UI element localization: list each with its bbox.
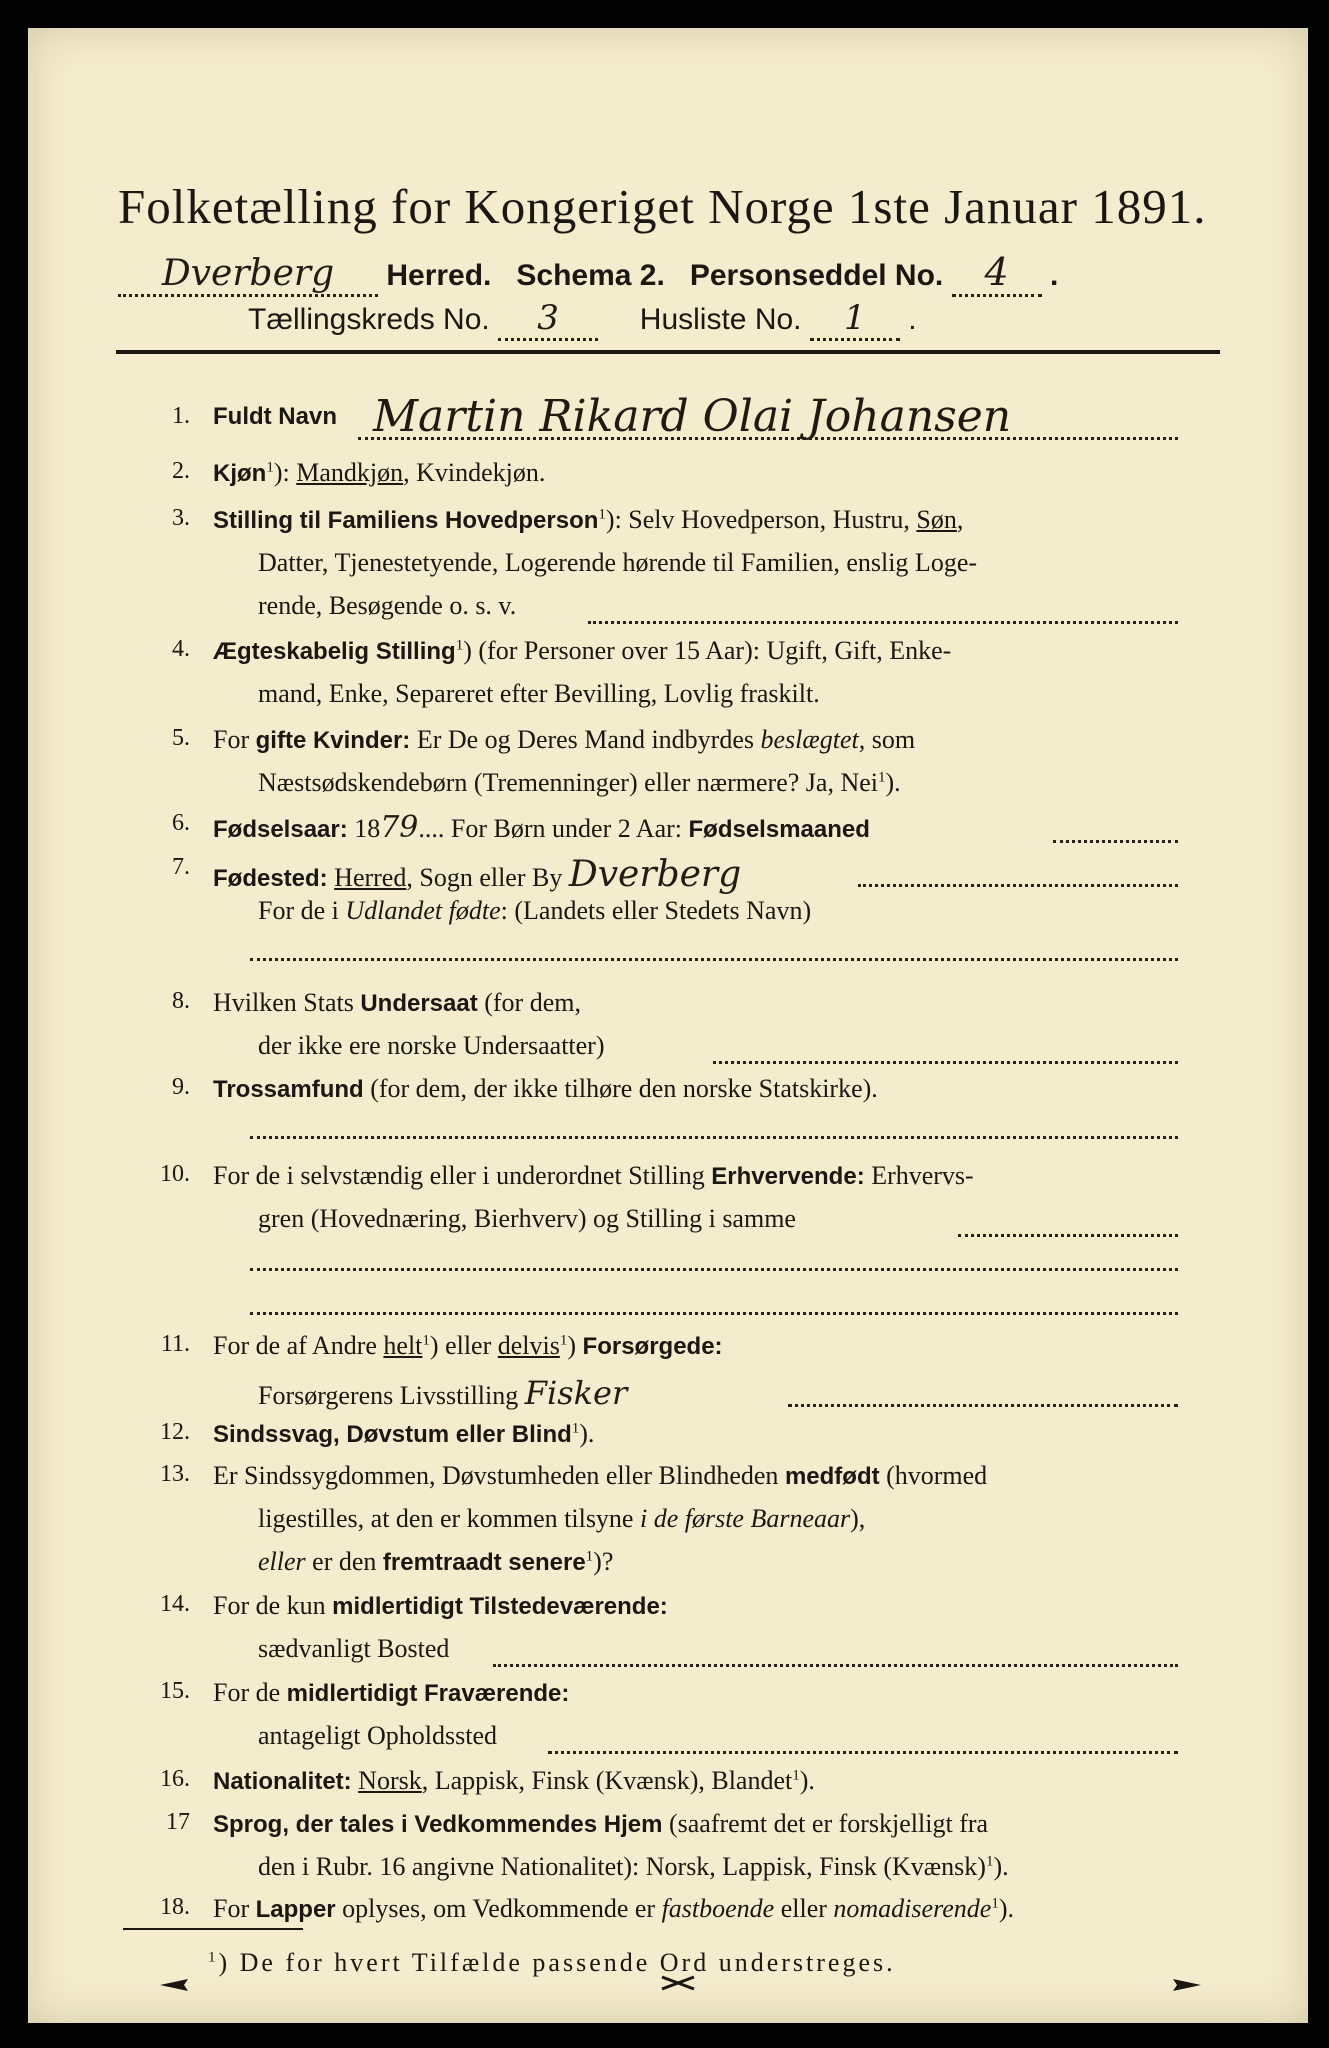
item-10: 10. For de i selvstændig eller i underordnet Stilling Erhvervende: Erhvervs-: [160, 1161, 974, 1190]
item-9: 9. Trossamfund (for dem, der ikke tilhøre den norske Statskirke).: [172, 1074, 878, 1103]
kreds-line: Tællingskreds No. 3 Husliste No. 1 .: [248, 298, 917, 341]
gender-mandkjon: Mandkjøn: [296, 458, 404, 487]
item-2: 2. Kjøn$^1$): Mandkjøn, Kvindekjøn.: [172, 458, 546, 487]
item-14: 14. For de kun midlertidigt Tilstedeværende:: [160, 1591, 668, 1620]
form-title: Folketælling for Kongeriget Norge 1ste Januar 1891.: [118, 179, 1207, 234]
item-1-label: Fuldt Navn: [213, 403, 337, 430]
personseddel-label: Personseddel No.: [689, 259, 944, 292]
husliste-value: 1: [844, 298, 866, 338]
item-5: 5. For gifte Kvinder: Er De og Deres Mand indbyrdes beslægtet, som: [172, 725, 916, 754]
item-8: 8. Hvilken Stats Undersaat (for dem,: [172, 988, 581, 1017]
herred-label: Herred.: [386, 259, 492, 292]
item-17: 17 Sprog, der tales i Vedkommendes Hjem (saafremt det er forskjelligt fra: [166, 1809, 989, 1838]
herred-line: Dverberg Herred. Schema 2. Personseddel No. 4 .: [118, 250, 1058, 297]
printer-mark-icon: [158, 1973, 198, 1993]
item-13: 13. Er Sindssygdommen, Døvstumheden eller Blindheden medfødt (hvormed: [160, 1461, 988, 1490]
full-name-value: Martin Rikard Olai Johansen: [373, 391, 1012, 442]
relation-son: Søn: [916, 505, 957, 534]
birth-year-value: 79: [380, 810, 419, 845]
schema-label: Schema 2.: [516, 259, 665, 292]
census-form: Folketælling for Kongeriget Norge 1ste Januar 1891. Dverberg Herred. Schema 2. Personseddel No. 4 . Tællingskreds No. 3 Husliste No. 1 . 1. Fuldt Navn Martin Rikard Olai Johansen 2. Kjøn$^1$): Mandkjøn, Kvindekjøn. 3. Stilling til Familiens Hovedperson$^1$): Selv Hovedperson, Hustru, Søn, Datter, Tjenestetyende, Logerende hørende til Familien, enslig Loge- rende, Besøgende o. s. v. 4. Ægteskabelig Stilling$^1$) (for Personer over 15 Aar): Ugift, Gift, Enke- mand, Enke, Separeret efter Bevilling, Lovlig fraskilt. 5. For gifte Kvinder: Er De og Deres Mand indbyrdes beslægtet, som Næstsødskendebørn (Tremenninger) eller nærmere? Ja, Nei$^1$). 6. Fødselsaar: 1879.... For Børn under 2 Aar: Fødselsmaaned 7. Fødested: Herred, Sogn eller By Dverberg For de i Udlandet fødte: (Landets eller Stedets Navn) 8. Hvilken Stats Undersaat (for dem, der ikke ere norske Undersaatter) 9. Trossamfund (for dem, der ikke tilhøre den norske Statskirke). 10. For de i selvstændig eller i underordnet Stilling Erhvervende: Erhvervs- gren (Hovednæring, Bierhverv) og Stilling i samme 11. For de af Andre helt$^1$) eller delvis$^1$) Forsørgede: Forsørgerens Livsstilling Fisker 12. Sindssvag, Døvstum eller Blind$^1$). 13. Er Sindssygdommen, Døvstumheden eller Blindheden medfødt (hvormed ligestilles, at den er kommen tilsyne i de første Barneaar), eller er den fremtraadt senere$^1$)? 14. For de kun midlertidigt Tilstedeværende: sædvanligt Bosted 15. For de midlertidigt Fraværende: antageligt Opholdssted 16. Nationalitet: Norsk, Lappisk, Finsk (Kvænsk), Blandet$^1$). 17 Sprog, der tales i Vedkommendes Hjem (saafremt det er forskjelligt fra den i Rubr. 16 angivne Nationalitet): Norsk, Lappisk, Finsk (Kvænsk)$^1$). 18. For Lapper oplyses, om Vedkommende er fastboende eller nomadiserende$^1$). $^1$) De for hvert Tilfælde passende Ord understreges.: [28, 28, 1308, 2023]
husliste-label: Husliste No.: [639, 303, 802, 336]
item-4: 4. Ægteskabelig Stilling$^1$) (for Personer over 15 Aar): Ugift, Gift, Enke-: [172, 636, 952, 665]
item-7: 7. Fødested: Herred, Sogn eller By Dverberg: [28, 854, 1308, 898]
footnote-rule: [123, 1928, 303, 1930]
kreds-label: Tællingskreds No.: [248, 303, 490, 336]
herred-value: Dverberg: [161, 253, 335, 294]
item-11: 11. For de af Andre helt$^1$) eller delvis$^1$) Forsørgede:: [160, 1331, 723, 1360]
nationality-norsk: Norsk: [358, 1766, 422, 1795]
provider-occupation-value: Fisker: [524, 1374, 628, 1412]
item-1: 1. Fuldt Navn Martin Rikard Olai Johansen: [28, 403, 1308, 447]
printer-mark-icon: [1163, 1973, 1203, 1993]
item-6: 6. Fødselsaar: 1879.... For Børn under 2 Aar: Fødselsmaaned: [28, 810, 1308, 854]
footnote: $^1$) De for hvert Tilfælde passende Ord understreges.: [208, 1948, 896, 1977]
item-15: 15. For de midlertidigt Fraværende:: [160, 1678, 570, 1707]
item-16: 16. Nationalitet: Norsk, Lappisk, Finsk (Kvænsk), Blandet$^1$).: [160, 1766, 815, 1795]
kreds-value: 3: [537, 298, 559, 338]
birthplace-value: Dverberg: [568, 854, 742, 895]
item-18: 18. For Lapper oplyses, om Vedkommende er fastboende eller nomadiserende$^1$).: [160, 1894, 1014, 1923]
printer-mark-icon: [658, 1973, 698, 1993]
item-12: 12. Sindssvag, Døvstum eller Blind$^1$).: [160, 1419, 595, 1448]
header-rule: [116, 350, 1220, 354]
item-3: 3. Stilling til Familiens Hovedperson$^1$): Selv Hovedperson, Hustru, Søn,: [172, 505, 964, 534]
personseddel-value: 4: [984, 250, 1009, 294]
